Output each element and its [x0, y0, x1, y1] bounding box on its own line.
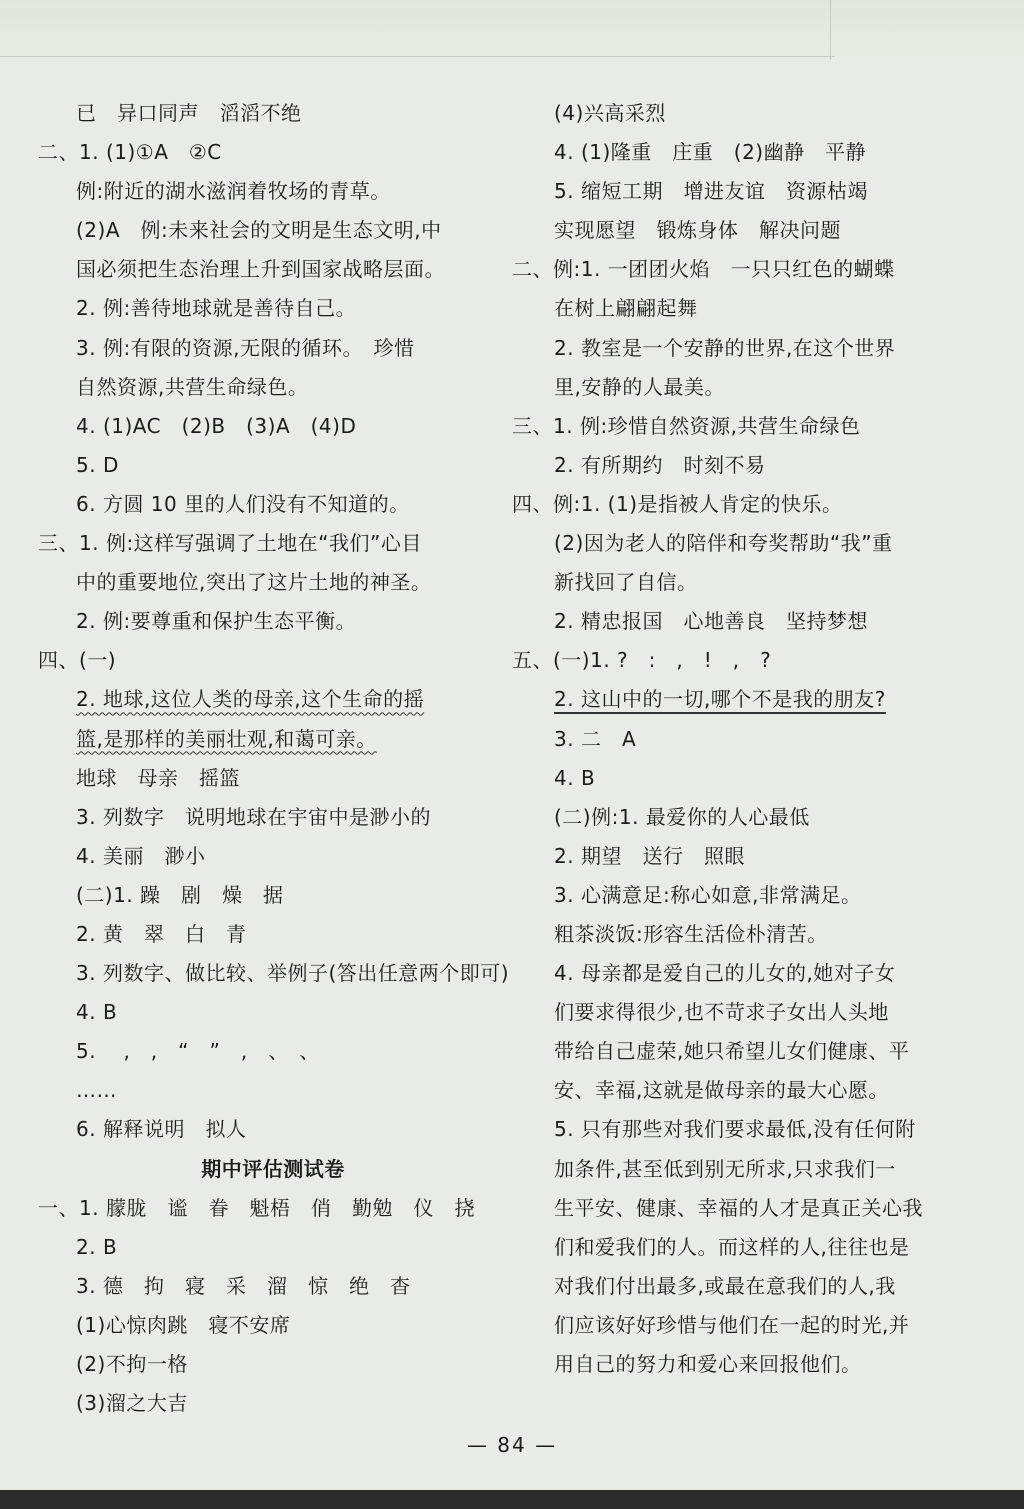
answer-line: (1)心惊肉跳 寝不安席 — [76, 1312, 291, 1337]
answer-line: 4. 美丽 渺小 — [76, 843, 206, 868]
answer-line: 们应该好好珍惜与他们在一起的时光,并 — [554, 1312, 910, 1337]
answer-line: 2. 地球,这位人类的母亲,这个生命的摇 — [76, 687, 425, 712]
answer-line: 2. 这山中的一切,哪个不是我的朋友? — [554, 687, 886, 712]
answer-line: 三、1. 例:这样写强调了土地在“我们”心目 — [38, 531, 422, 556]
page-number: — 84 — — [466, 1433, 558, 1457]
answer-line: 6. 方圆 10 里的人们没有不知道的。 — [76, 491, 410, 516]
answer-line: 粗茶淡饭:形容生活俭朴清苦。 — [554, 921, 828, 946]
answer-line: 3. 德 拘 寝 采 溜 惊 绝 杳 — [76, 1273, 411, 1298]
answer-line: 4. (1)AC (2)B (3)A (4)D — [76, 413, 357, 438]
answer-line: …… — [76, 1078, 117, 1103]
answer-line: 3. 例:有限的资源,无限的循环。 珍惜 — [76, 335, 415, 360]
answer-line: (2)因为老人的陪伴和夸奖帮助“我”重 — [554, 531, 893, 556]
answer-line: 在树上翩翩起舞 — [554, 296, 698, 321]
answer-line: (二)例:1. 最爱你的人心最低 — [554, 804, 810, 829]
answer-line: 一、1. 朦胧 谧 眷 魁梧 俏 勤勉 仪 挠 — [38, 1195, 475, 1220]
answer-line: 例:附近的湖水滋润着牧场的青草。 — [76, 179, 391, 204]
answer-line: 二、1. (1)①A ②C — [38, 140, 222, 165]
answer-line: 加条件,甚至低到别无所求,只求我们一 — [554, 1156, 896, 1181]
answer-line: 期中评估测试卷 — [201, 1156, 345, 1181]
answer-line: 3. 列数字 说明地球在宇宙中是渺小的 — [76, 804, 431, 829]
answer-line: 5. , , “ ” , 、 、 — [76, 1039, 320, 1064]
answer-line: 2. 精忠报国 心地善良 坚持梦想 — [554, 609, 868, 634]
answer-line: 3. 二 A — [554, 726, 637, 751]
answer-line: 四、例:1. (1)是指被人肯定的快乐。 — [512, 491, 843, 516]
answer-line: 自然资源,共营生命绿色。 — [76, 374, 309, 399]
answer-line: 2. 有所期约 时刻不易 — [554, 452, 766, 477]
answer-line: 对我们付出最多,或最在意我们的人,我 — [554, 1273, 896, 1298]
answer-line: 5. 只有那些对我们要求最低,没有任何附 — [554, 1117, 916, 1142]
right-column — [512, 94, 982, 1384]
answer-line: 2. 例:要尊重和保护生态平衡。 — [76, 609, 357, 634]
fold-line — [0, 56, 835, 57]
answer-line: 5. D — [76, 452, 119, 477]
answer-line: 五、(一)1. ? : , ! , ? — [512, 648, 772, 673]
answer-line: 们要求得很少,也不苛求子女出人头地 — [554, 1000, 889, 1025]
answer-line: 2. 期望 送行 照眼 — [554, 843, 745, 868]
answer-line: 已 异口同声 滔滔不绝 — [76, 101, 302, 125]
answer-line: 6. 解释说明 拟人 — [76, 1117, 247, 1142]
fold-line-vertical — [830, 0, 831, 60]
answer-line: 3. 心满意足:称心如意,非常满足。 — [554, 882, 862, 907]
answer-line: (2)不拘一格 — [76, 1352, 188, 1376]
answer-line: 中的重要地位,突出了这片土地的神圣。 — [76, 570, 432, 595]
answer-line: 篮,是那样的美丽壮观,和蔼可亲。 — [76, 726, 377, 751]
left-column — [38, 94, 508, 1423]
answer-line: 4. (1)隆重 庄重 (2)幽静 平静 — [554, 140, 867, 165]
answer-line: 4. B — [76, 1000, 118, 1025]
answer-line: (二)1. 躁 剧 燥 据 — [76, 882, 284, 907]
answer-line: (2)A 例:未来社会的文明是生态文明,中 — [76, 218, 442, 243]
scan-bottom-edge — [0, 1490, 1024, 1509]
answer-line: 地球 母亲 摇篮 — [76, 765, 240, 790]
answer-line: 四、(一) — [38, 648, 117, 673]
answer-line: 三、1. 例:珍惜自然资源,共营生命绿色 — [512, 413, 861, 438]
answer-line: (3)溜之大吉 — [76, 1391, 188, 1416]
answer-line: 4. 母亲都是爱自己的儿女的,她对子女 — [554, 961, 896, 986]
answer-line: 实现愿望 锻炼身体 解决问题 — [554, 218, 841, 243]
answer-line: 5. 缩短工期 增进友谊 资源枯竭 — [554, 179, 868, 204]
answer-line: 安、幸福,这就是做母亲的最大心愿。 — [554, 1078, 889, 1103]
scan-edge — [0, 0, 1024, 62]
answer-line: 国必须把生态治理上升到国家战略层面。 — [76, 257, 445, 282]
answer-line: 生平安、健康、幸福的人才是真正关心我 — [554, 1195, 923, 1220]
answer-line: 带给自己虚荣,她只希望儿女们健康、平 — [554, 1039, 910, 1064]
answer-line: 用自己的努力和爱心来回报他们。 — [554, 1352, 862, 1376]
answer-line: (4)兴高采烈 — [554, 101, 666, 125]
answer-line: 3. 列数字、做比较、举例子(答出任意两个即可) — [76, 961, 510, 986]
answer-line: 新找回了自信。 — [554, 570, 698, 595]
answer-line: 2. 教室是一个安静的世界,在这个世界 — [554, 335, 896, 360]
answer-line: 2. 黄 翠 白 青 — [76, 921, 247, 946]
answer-line: 二、例:1. 一团团火焰 一只只红色的蝴蝶 — [512, 257, 895, 282]
answer-line: 4. B — [554, 765, 596, 790]
answer-line: 里,安静的人最美。 — [554, 374, 725, 399]
answer-line: 2. B — [76, 1234, 118, 1259]
answer-line: 2. 例:善待地球就是善待自己。 — [76, 296, 357, 321]
answer-line: 们和爱我们的人。而这样的人,往往也是 — [554, 1234, 910, 1259]
